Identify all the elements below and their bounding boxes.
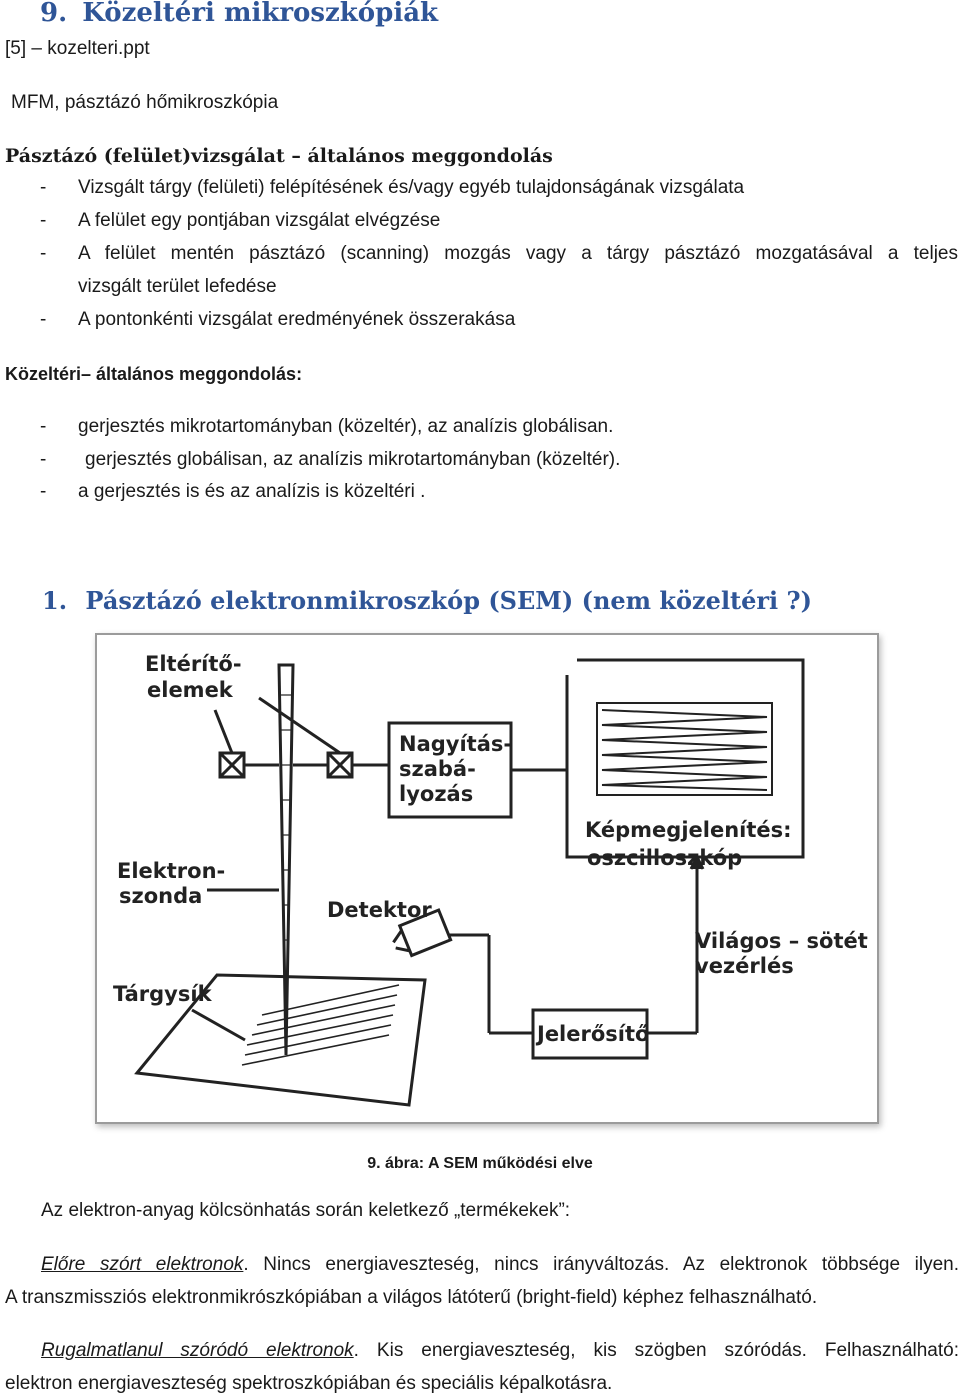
subheading-title: Pásztázó elektronmikroszkóp (SEM) (nem közeltéri ?) xyxy=(85,586,812,615)
product-1-term: Előre szórt elektronok xyxy=(41,1254,244,1275)
list-item: - gerjesztés mikrotartományban (közeltér), az analízis globálisan. xyxy=(40,416,614,437)
list-item-text: A felület mentén pásztázó (scanning) mozgás vagy a tárgy pásztázó mozgatásával a teljes xyxy=(78,243,958,264)
heading-number: 9. xyxy=(40,0,68,28)
diagram-label-brightness-1: Világos – sötét xyxy=(695,929,868,953)
deflector-leader-left xyxy=(215,710,232,753)
product-2-term: Rugalmatlanul szóródó elektronok xyxy=(41,1340,354,1361)
list-item-text: Vizsgált tárgy (felületi) felépítésének és/vagy egyéb tulajdonságának vizsgálata xyxy=(78,177,745,198)
diagram-label-display-1: Képmegjelenítés: xyxy=(585,818,792,842)
scanning-section-title: Pásztázó (felület)vizsgálat – általános meggondolás xyxy=(5,145,553,167)
diagram-label-probe-1: Elektron- xyxy=(117,859,226,883)
list-item: - A felület mentén pásztázó (scanning) mozgás vagy a tárgy pásztázó mozgatásával a teljes xyxy=(40,243,958,264)
list-item-text: gerjesztés mikrotartományban (közeltér), az analízis globálisan. xyxy=(78,416,614,437)
list-item: - Vizsgált tárgy (felületi) felépítésének és/vagy egyéb tulajdonságának vizsgálata xyxy=(40,177,745,198)
product-2-desc: . Kis energiaveszteség, kis szögben szóródás. Felhasználható: xyxy=(353,1340,959,1361)
product-1-desc: . Nincs energiaveszteség, nincs irányváltozás. Az elektronok többsége ilyen. xyxy=(243,1254,959,1275)
diagram-label-detector: Detektor xyxy=(327,898,432,922)
list-item-text: gerjesztés globálisan, az analízis mikrotartományban (közeltér). xyxy=(85,449,621,470)
sem-diagram-figure xyxy=(95,633,879,1124)
electron-beam xyxy=(279,665,293,1055)
nearfield-section-title: Közeltéri– általános meggondolás: xyxy=(5,364,303,384)
specimen-scan-lines xyxy=(242,985,399,1065)
list-item-text: a gerjesztés is és az analízis is közeltéri . xyxy=(78,481,426,502)
diagram-label-probe-2: szonda xyxy=(119,884,203,908)
product-2-line-1 xyxy=(41,1340,959,1362)
diagram-label-stage: Tárgysík xyxy=(113,982,212,1006)
diagram-label-brightness-2: vezérlés xyxy=(695,954,794,978)
list-item-text: A pontonkénti vizsgálat eredményének összerakása xyxy=(78,309,516,330)
diagram-label-magnification-1: Nagyítás- xyxy=(399,732,513,756)
heading-title: Közeltéri mikroszkópiák xyxy=(82,0,439,28)
diagram-label-magnification-3: lyozás xyxy=(399,782,474,806)
topic-line: MFM, pásztázó hőmikroszkópia xyxy=(11,92,279,113)
subheading xyxy=(42,586,812,615)
sem-diagram xyxy=(97,635,877,1122)
diagram-label-amplifier: Jelerősítő xyxy=(537,1022,650,1046)
source-reference: [5] – kozelteri.ppt xyxy=(5,38,150,59)
list-item: - gerjesztés globálisan, az analízis mikrotartományban (közeltér). xyxy=(40,449,621,470)
screen-scan-lines xyxy=(597,703,772,795)
figure-caption: 9. ábra: A SEM működési elve xyxy=(367,1155,593,1172)
diagram-label-deflector-1: Eltérítő- xyxy=(145,652,242,676)
list-item-text: A felület egy pontjában vizsgálat elvégzése xyxy=(78,210,441,231)
stage-leader xyxy=(192,1010,245,1040)
products-intro: Az elektron-anyag kölcsönhatás során keletkező „termékekek”: xyxy=(41,1200,571,1221)
product-1-line-2: A transzmissziós elektronmikrószkópiában a világos látóterű (bright-field) képhez felhasználható. xyxy=(5,1287,818,1308)
diagram-label-magnification-2: szabá- xyxy=(399,757,476,781)
diagram-label-deflector-2: elemek xyxy=(147,678,233,702)
list-item: - a gerjesztés is és az analízis is közeltéri . xyxy=(40,481,426,502)
deflector-leader-right xyxy=(259,698,340,753)
product-2-line-2: elektron energiaveszteség spektroszkópiában és speciális képalkotásra. xyxy=(5,1373,613,1394)
page-heading xyxy=(40,0,438,28)
list-item: - A felület egy pontjában vizsgálat elvégzése xyxy=(40,210,441,231)
list-item: - A pontonkénti vizsgálat eredményének összerakása xyxy=(40,309,516,330)
list-item-continuation: vizsgált terület lefedése xyxy=(78,276,277,297)
product-1-line-1 xyxy=(41,1254,959,1276)
subheading-number: 1. xyxy=(42,586,68,615)
diagram-label-display-2: oszcilloszkóp xyxy=(587,846,743,870)
